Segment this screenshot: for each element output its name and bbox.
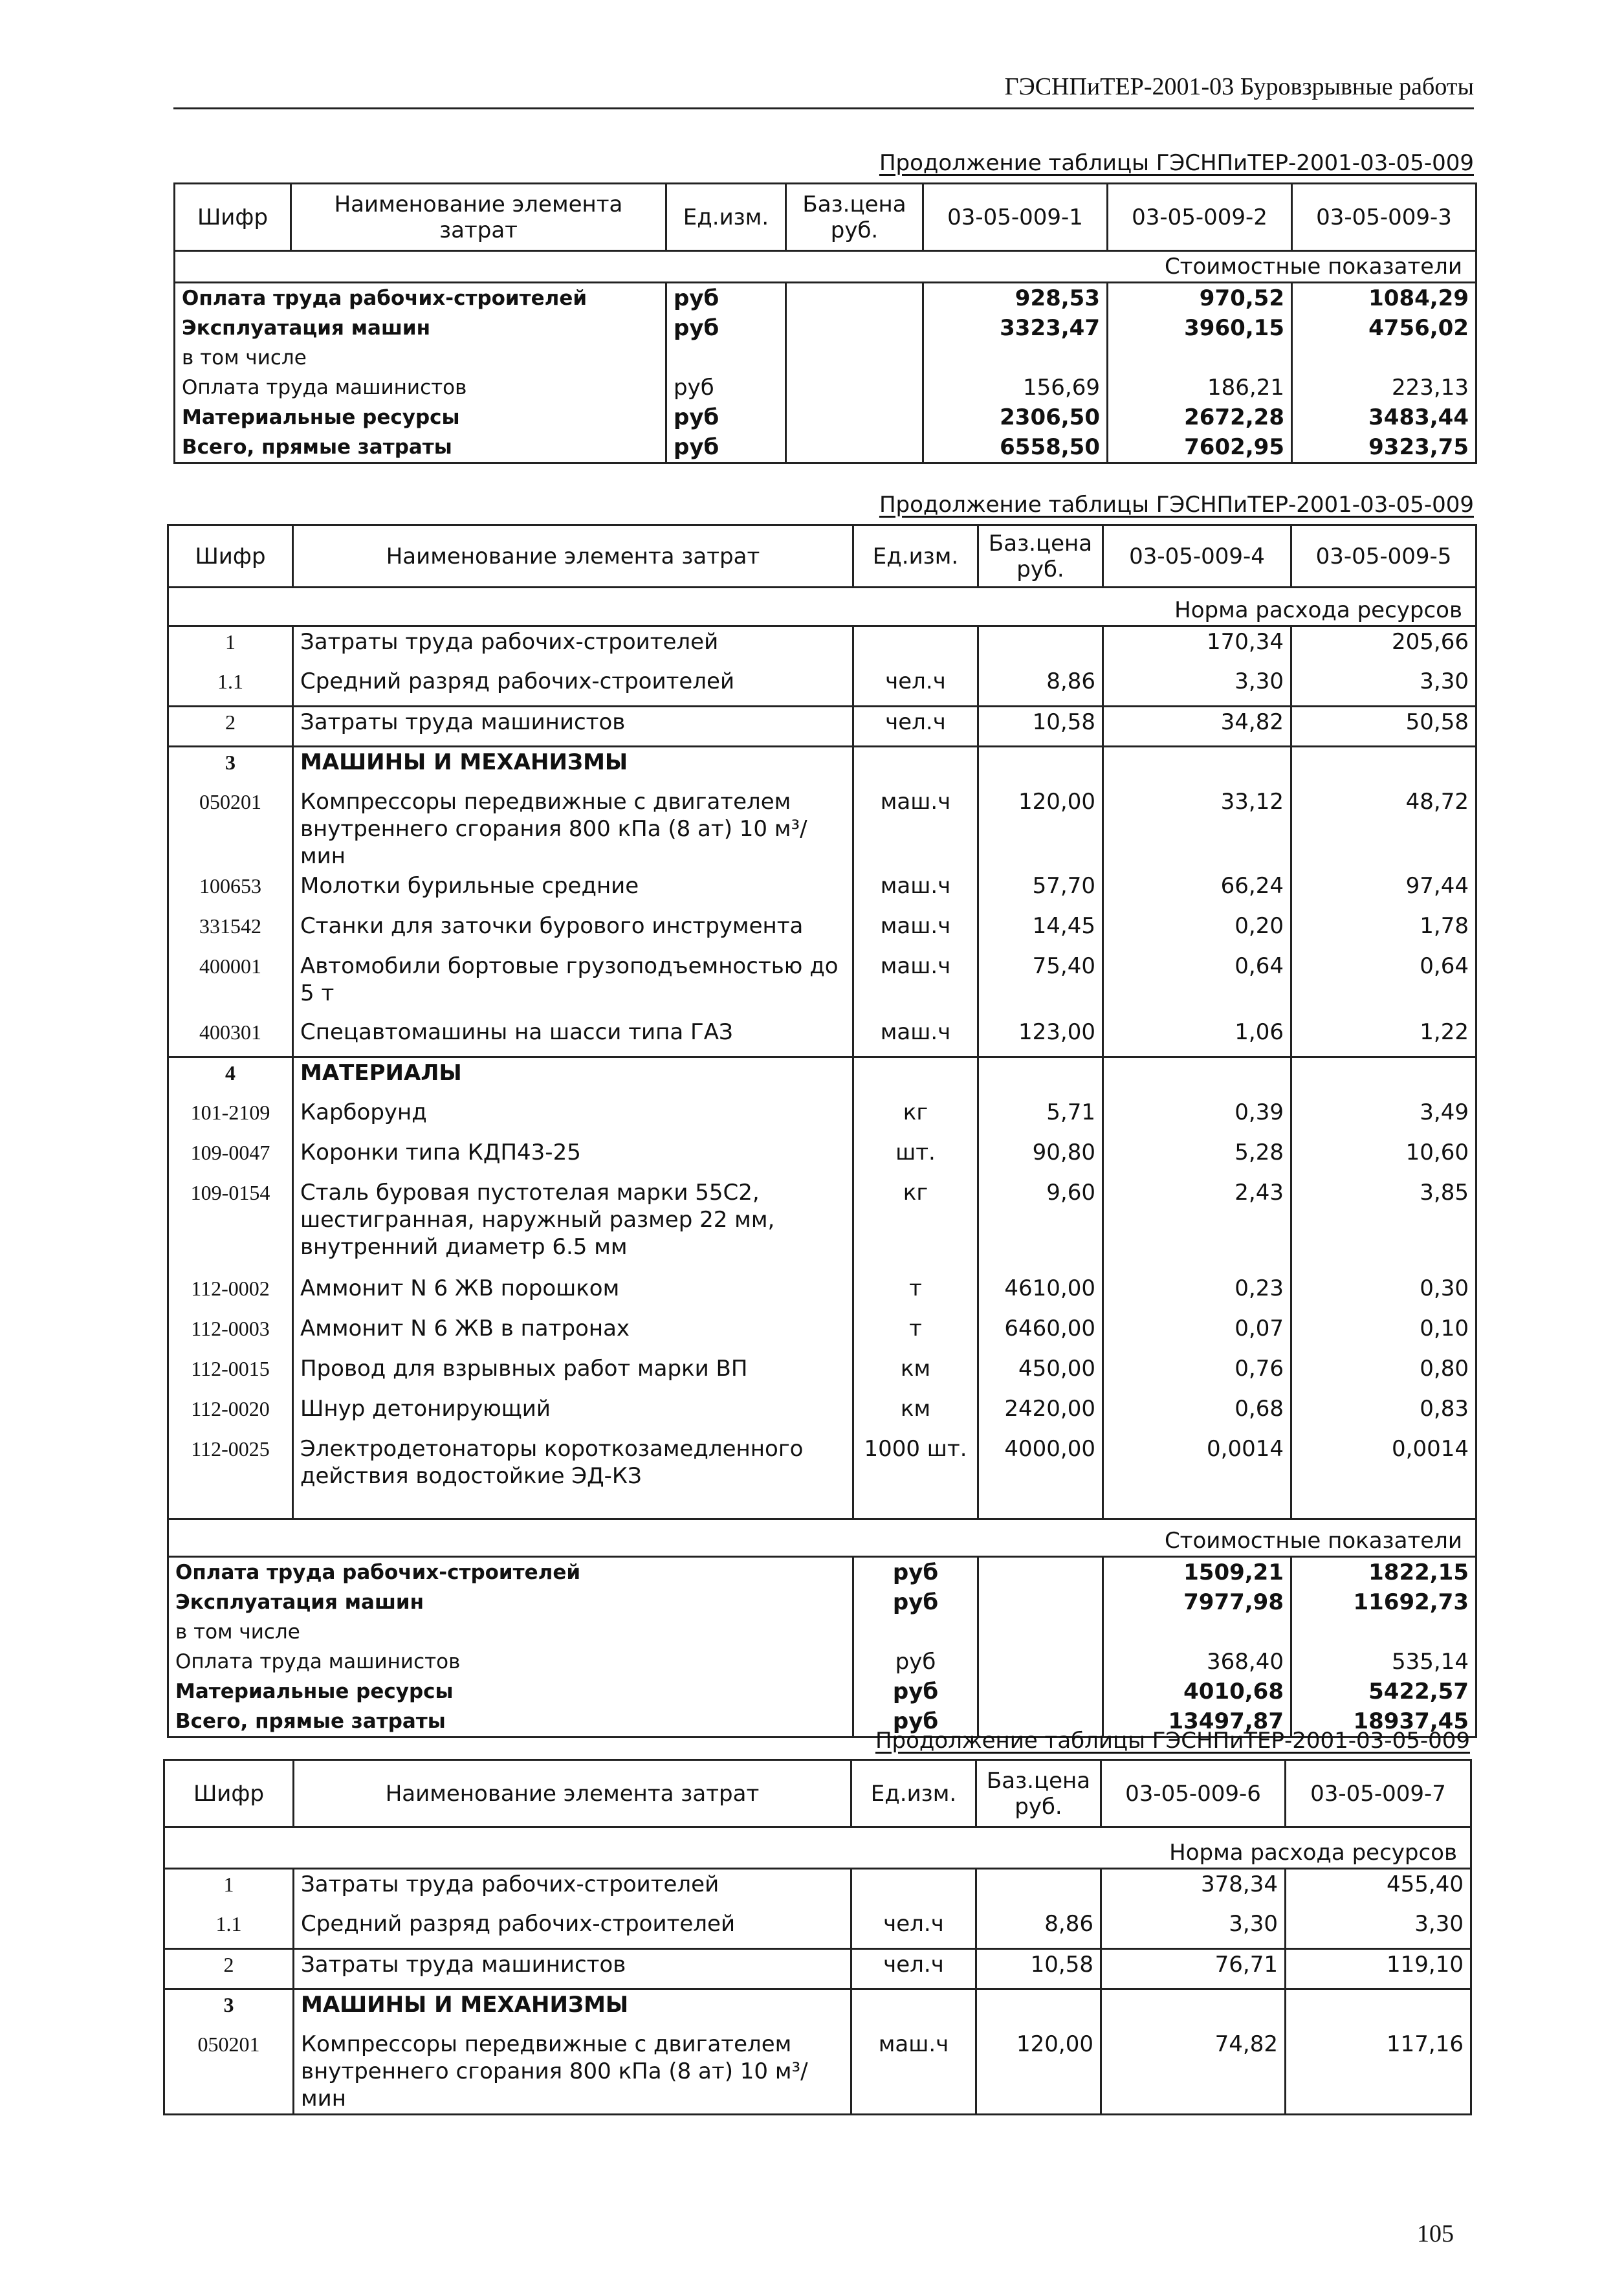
row-value-2: 535,14 <box>1291 1647 1476 1677</box>
row-price: 10,58 <box>976 1949 1101 1989</box>
table3-header-row <box>164 1760 1471 1827</box>
col-1-header: 03-05-009-1 <box>923 184 1108 251</box>
row-value-1: 3,30 <box>1101 1909 1286 1949</box>
table-row <box>175 283 1476 314</box>
col-1-header: 03-05-009-4 <box>1103 525 1291 588</box>
table-row <box>168 667 1476 707</box>
table-row <box>168 1557 1476 1588</box>
col-name-header: Наименование элемента затрат <box>291 184 666 251</box>
table2-caption: Продолжение таблицы ГЭСНПиТЕР-2001-03-05-009 <box>879 492 1474 518</box>
row-name: Компрессоры передвижные с двигателем внутреннего сгорания 800 кПа (8 ат) 10 м³/мин <box>294 2029 851 2115</box>
row-unit <box>666 343 786 373</box>
row-value-2: 117,16 <box>1286 2029 1471 2115</box>
row-value-1: 928,53 <box>923 283 1108 314</box>
row-value-2: 0,30 <box>1291 1274 1476 1314</box>
row-value-1: 156,69 <box>923 373 1108 403</box>
row-code: 1 <box>164 1869 294 1909</box>
row-unit: руб <box>853 1647 978 1677</box>
row-value-2: 205,66 <box>1291 626 1476 667</box>
table2-cost-band-row <box>168 1519 1476 1557</box>
row-value-2: 1,78 <box>1291 911 1476 951</box>
row-value-2: 3,85 <box>1291 1178 1476 1274</box>
row-unit: руб <box>853 1557 978 1588</box>
row-value-3: 4756,02 <box>1292 313 1476 343</box>
row-name: Молотки бурильные средние <box>293 871 853 911</box>
band-label: Норма расхода ресурсов <box>168 588 1476 626</box>
row-unit: маш.ч <box>853 951 978 1017</box>
col-2-header: 03-05-009-5 <box>1291 525 1476 588</box>
row-name: Затраты труда машинистов <box>294 1949 851 1989</box>
row-code: 331542 <box>168 911 293 951</box>
row-code: 1 <box>168 626 293 667</box>
row-unit: руб <box>853 1587 978 1617</box>
row-unit: руб <box>666 373 786 403</box>
row-code: 3 <box>168 747 293 787</box>
row-code: 3 <box>164 1989 294 2029</box>
row-code: 4 <box>168 1057 293 1097</box>
table-row <box>168 1587 1476 1617</box>
row-unit: маш.ч <box>853 1017 978 1057</box>
col-2-header: 03-05-009-7 <box>1286 1760 1471 1827</box>
table3 <box>163 1759 1472 2115</box>
row-value-1: 378,34 <box>1101 1869 1286 1909</box>
row-unit: км <box>853 1354 978 1394</box>
row-value-2: 7602,95 <box>1108 432 1292 463</box>
row-unit: маш.ч <box>853 911 978 951</box>
table-row <box>175 403 1476 432</box>
row-name: Материальные ресурсы <box>168 1677 853 1706</box>
row-value-1: 0,0014 <box>1103 1434 1291 1519</box>
table-row <box>168 1354 1476 1394</box>
row-value-1: 34,82 <box>1103 707 1291 747</box>
row-name: Оплата труда рабочих-строителей <box>168 1557 853 1588</box>
table2-band-row <box>168 588 1476 626</box>
row-price <box>786 283 923 314</box>
row-value-1: 3,30 <box>1103 667 1291 707</box>
row-code: 2 <box>168 707 293 747</box>
row-name: Аммонит N 6 ЖВ порошком <box>293 1274 853 1314</box>
table-row <box>168 626 1476 667</box>
row-code: 1.1 <box>168 667 293 707</box>
row-unit: чел.ч <box>853 667 978 707</box>
band-label: Норма расхода ресурсов <box>164 1827 1471 1869</box>
table-row <box>175 313 1476 343</box>
page-number: 105 <box>1417 2220 1454 2247</box>
table-row <box>175 343 1476 373</box>
row-code: 109-0047 <box>168 1138 293 1178</box>
row-name: в том числе <box>175 343 666 373</box>
col-2-header: 03-05-009-2 <box>1108 184 1292 251</box>
table-row <box>175 373 1476 403</box>
row-value-2: 0,0014 <box>1291 1434 1476 1519</box>
section-row <box>168 1057 1476 1097</box>
row-value-1: 0,76 <box>1103 1354 1291 1394</box>
table-row <box>164 1909 1471 1949</box>
row-name: Шнур детонирующий <box>293 1394 853 1434</box>
band-label: Стоимостные показатели <box>175 251 1476 283</box>
row-price: 5,71 <box>978 1097 1103 1138</box>
table-row <box>168 1677 1476 1706</box>
row-code: 109-0154 <box>168 1178 293 1274</box>
row-unit: кг <box>853 1097 978 1138</box>
col-price-header: Баз.цена руб. <box>786 184 923 251</box>
row-value-1: 13497,87 <box>1103 1706 1291 1737</box>
table-row <box>168 1274 1476 1314</box>
row-name: Всего, прямые затраты <box>168 1706 853 1737</box>
row-name: Провод для взрывных работ марки ВП <box>293 1354 853 1394</box>
section-title: МАТЕРИАЛЫ <box>293 1057 853 1097</box>
table1-header-row <box>175 184 1476 251</box>
row-code: 100653 <box>168 871 293 911</box>
row-unit: чел.ч <box>853 707 978 747</box>
row-unit: т <box>853 1314 978 1354</box>
section-title: МАШИНЫ И МЕХАНИЗМЫ <box>293 747 853 787</box>
col-name-header: Наименование элемента затрат <box>293 525 853 588</box>
row-unit: руб <box>666 283 786 314</box>
row-unit <box>851 1869 976 1909</box>
row-unit: кг <box>853 1178 978 1274</box>
row-unit: руб <box>666 403 786 432</box>
row-value-2: 3,30 <box>1286 1909 1471 1949</box>
row-price <box>786 373 923 403</box>
row-value-1: 7977,98 <box>1103 1587 1291 1617</box>
table-row <box>164 1869 1471 1909</box>
row-value-2: 50,58 <box>1291 707 1476 747</box>
section-row <box>168 747 1476 787</box>
row-value-1: 0,23 <box>1103 1274 1291 1314</box>
row-price: 450,00 <box>978 1354 1103 1394</box>
row-value-2: 11692,73 <box>1291 1587 1476 1617</box>
row-price: 8,86 <box>978 667 1103 707</box>
row-value-2: 2672,28 <box>1108 403 1292 432</box>
row-value-1: 2306,50 <box>923 403 1108 432</box>
table1 <box>173 182 1477 464</box>
row-value-3: 9323,75 <box>1292 432 1476 463</box>
row-name: Всего, прямые затраты <box>175 432 666 463</box>
row-price <box>786 432 923 463</box>
row-value-1: 1509,21 <box>1103 1557 1291 1588</box>
row-unit: т <box>853 1274 978 1314</box>
table-row <box>168 1314 1476 1354</box>
row-name: Автомобили бортовые грузоподъемностью до 5 т <box>293 951 853 1017</box>
row-unit: руб <box>666 313 786 343</box>
col-code-header: Шифр <box>175 184 291 251</box>
row-name: Карборунд <box>293 1097 853 1138</box>
row-value-1: 6558,50 <box>923 432 1108 463</box>
row-code: 112-0025 <box>168 1434 293 1519</box>
row-value-1: 3323,47 <box>923 313 1108 343</box>
table-row <box>168 911 1476 951</box>
col-unit-header: Ед.изм. <box>853 525 978 588</box>
row-code: 2 <box>164 1949 294 1989</box>
row-value-2: 1,22 <box>1291 1017 1476 1057</box>
col-unit-header: Ед.изм. <box>851 1760 976 1827</box>
row-name: Оплата труда машинистов <box>175 373 666 403</box>
band-label: Стоимостные показатели <box>168 1519 1476 1557</box>
table-row <box>168 1178 1476 1274</box>
row-name: Затраты труда рабочих-строителей <box>294 1869 851 1909</box>
row-name: Электродетонаторы короткозамедленного действия водостойкие ЭД-КЗ <box>293 1434 853 1519</box>
row-code: 112-0015 <box>168 1354 293 1394</box>
row-value-2: 10,60 <box>1291 1138 1476 1178</box>
row-unit: 1000 шт. <box>853 1434 978 1519</box>
row-name: Станки для заточки бурового инструмента <box>293 911 853 951</box>
row-value-3: 223,13 <box>1292 373 1476 403</box>
row-name: Сталь буровая пустотелая марки 55С2, шестигранная, наружный размер 22 мм, внутренний диаметр 6.5 мм <box>293 1178 853 1274</box>
row-name: Коронки типа КДП43-25 <box>293 1138 853 1178</box>
row-name: Компрессоры передвижные с двигателем внутреннего сгорания 800 кПа (8 ат) 10 м³/мин <box>293 787 853 871</box>
row-price: 8,86 <box>976 1909 1101 1949</box>
row-value-2: 119,10 <box>1286 1949 1471 1989</box>
col-name-header: Наименование элемента затрат <box>294 1760 851 1827</box>
row-price: 9,60 <box>978 1178 1103 1274</box>
row-price: 57,70 <box>978 871 1103 911</box>
row-name: Затраты труда рабочих-строителей <box>293 626 853 667</box>
row-code: 050201 <box>164 2029 294 2115</box>
row-price: 4610,00 <box>978 1274 1103 1314</box>
section-row <box>164 1989 1471 2029</box>
table-row <box>168 871 1476 911</box>
row-value-3: 3483,44 <box>1292 403 1476 432</box>
table2-header-row <box>168 525 1476 588</box>
row-price: 120,00 <box>976 2029 1101 2115</box>
row-code: 400301 <box>168 1017 293 1057</box>
table3-caption: Продолжение таблицы ГЭСНПиТЕР-2001-03-05-009 <box>875 1728 1470 1754</box>
row-value-2: 48,72 <box>1291 787 1476 871</box>
row-value-1: 0,39 <box>1103 1097 1291 1138</box>
row-unit: чел.ч <box>851 1909 976 1949</box>
table-row <box>164 1949 1471 1989</box>
row-name: Средний разряд рабочих-строителей <box>294 1909 851 1949</box>
table-row <box>168 1647 1476 1677</box>
row-price: 90,80 <box>978 1138 1103 1178</box>
row-value-1: 2,43 <box>1103 1178 1291 1274</box>
row-name: Средний разряд рабочих-строителей <box>293 667 853 707</box>
row-unit: шт. <box>853 1138 978 1178</box>
row-value-3: 1084,29 <box>1292 283 1476 314</box>
table-row <box>168 1017 1476 1057</box>
row-value-1: 0,07 <box>1103 1314 1291 1354</box>
row-value-2: 1822,15 <box>1291 1557 1476 1588</box>
table3-band-row <box>164 1827 1471 1869</box>
row-value-2: 0,83 <box>1291 1394 1476 1434</box>
row-value-2: 5422,57 <box>1291 1677 1476 1706</box>
row-code: 112-0002 <box>168 1274 293 1314</box>
row-price: 120,00 <box>978 787 1103 871</box>
row-value-1: 76,71 <box>1101 1949 1286 1989</box>
running-header: ГЭСНПиТЕР-2001-03 Буровзрывные работы <box>173 72 1474 109</box>
col-price-header: Баз.цена руб. <box>976 1760 1101 1827</box>
row-price: 6460,00 <box>978 1314 1103 1354</box>
row-value-2: 0,64 <box>1291 951 1476 1017</box>
row-code: 050201 <box>168 787 293 871</box>
row-unit: руб <box>853 1706 978 1737</box>
col-1-header: 03-05-009-6 <box>1101 1760 1286 1827</box>
row-name: Эксплуатация машин <box>175 313 666 343</box>
row-code: 1.1 <box>164 1909 294 1949</box>
col-unit-header: Ед.изм. <box>666 184 786 251</box>
row-value-2: 970,52 <box>1108 283 1292 314</box>
col-code-header: Шифр <box>164 1760 294 1827</box>
table1-caption: Продолжение таблицы ГЭСНПиТЕР-2001-03-05-009 <box>879 150 1474 176</box>
row-value-2: 97,44 <box>1291 871 1476 911</box>
row-value-1: 0,20 <box>1103 911 1291 951</box>
row-price: 2420,00 <box>978 1394 1103 1434</box>
col-code-header: Шифр <box>168 525 293 588</box>
row-price <box>978 626 1103 667</box>
row-unit: маш.ч <box>853 787 978 871</box>
table-row <box>168 787 1476 871</box>
row-unit: км <box>853 1394 978 1434</box>
table-row <box>168 1394 1476 1434</box>
row-name: Оплата труда машинистов <box>168 1647 853 1677</box>
row-value-1: 0,64 <box>1103 951 1291 1017</box>
row-name: Материальные ресурсы <box>175 403 666 432</box>
row-name: Аммонит N 6 ЖВ в патронах <box>293 1314 853 1354</box>
row-name: Эксплуатация машин <box>168 1587 853 1617</box>
table-row <box>168 1138 1476 1178</box>
row-value-2: 3,49 <box>1291 1097 1476 1138</box>
row-price <box>786 313 923 343</box>
row-value-1: 66,24 <box>1103 871 1291 911</box>
table-row <box>168 1097 1476 1138</box>
table-row <box>168 1434 1476 1519</box>
row-price: 10,58 <box>978 707 1103 747</box>
row-value-1: 33,12 <box>1103 787 1291 871</box>
row-price: 4000,00 <box>978 1434 1103 1519</box>
row-value-2: 186,21 <box>1108 373 1292 403</box>
row-price: 123,00 <box>978 1017 1103 1057</box>
row-value-1: 4010,68 <box>1103 1677 1291 1706</box>
col-3-header: 03-05-009-3 <box>1292 184 1476 251</box>
row-unit: чел.ч <box>851 1949 976 1989</box>
row-code: 112-0020 <box>168 1394 293 1434</box>
table-row <box>168 1617 1476 1647</box>
table-row <box>164 2029 1471 2115</box>
row-price: 75,40 <box>978 951 1103 1017</box>
row-price <box>786 403 923 432</box>
row-code: 101-2109 <box>168 1097 293 1138</box>
table-row <box>168 951 1476 1017</box>
row-price <box>976 1869 1101 1909</box>
row-code: 400001 <box>168 951 293 1017</box>
table2 <box>167 524 1477 1738</box>
row-name: Спецавтомашины на шасси типа ГАЗ <box>293 1017 853 1057</box>
table-row <box>168 707 1476 747</box>
row-unit: руб <box>853 1677 978 1706</box>
row-unit <box>853 626 978 667</box>
row-value-2: 3960,15 <box>1108 313 1292 343</box>
row-unit: руб <box>666 432 786 463</box>
row-unit: маш.ч <box>853 871 978 911</box>
row-value-1: 1,06 <box>1103 1017 1291 1057</box>
row-value-1: 368,40 <box>1103 1647 1291 1677</box>
col-price-header: Баз.цена руб. <box>978 525 1103 588</box>
row-code: 112-0003 <box>168 1314 293 1354</box>
section-title: МАШИНЫ И МЕХАНИЗМЫ <box>294 1989 851 2029</box>
row-value-2: 3,30 <box>1291 667 1476 707</box>
table1-band-row <box>175 251 1476 283</box>
row-value-1: 0,68 <box>1103 1394 1291 1434</box>
row-value-2: 0,10 <box>1291 1314 1476 1354</box>
table-row <box>175 432 1476 463</box>
row-name: в том числе <box>168 1617 853 1647</box>
row-name: Затраты труда машинистов <box>293 707 853 747</box>
row-name: Оплата труда рабочих-строителей <box>175 283 666 314</box>
row-value-1: 170,34 <box>1103 626 1291 667</box>
row-value-2: 18937,45 <box>1291 1706 1476 1737</box>
row-price: 14,45 <box>978 911 1103 951</box>
row-value-1: 74,82 <box>1101 2029 1286 2115</box>
row-value-2: 0,80 <box>1291 1354 1476 1394</box>
row-value-2: 455,40 <box>1286 1869 1471 1909</box>
row-value-1: 5,28 <box>1103 1138 1291 1178</box>
row-unit: маш.ч <box>851 2029 976 2115</box>
